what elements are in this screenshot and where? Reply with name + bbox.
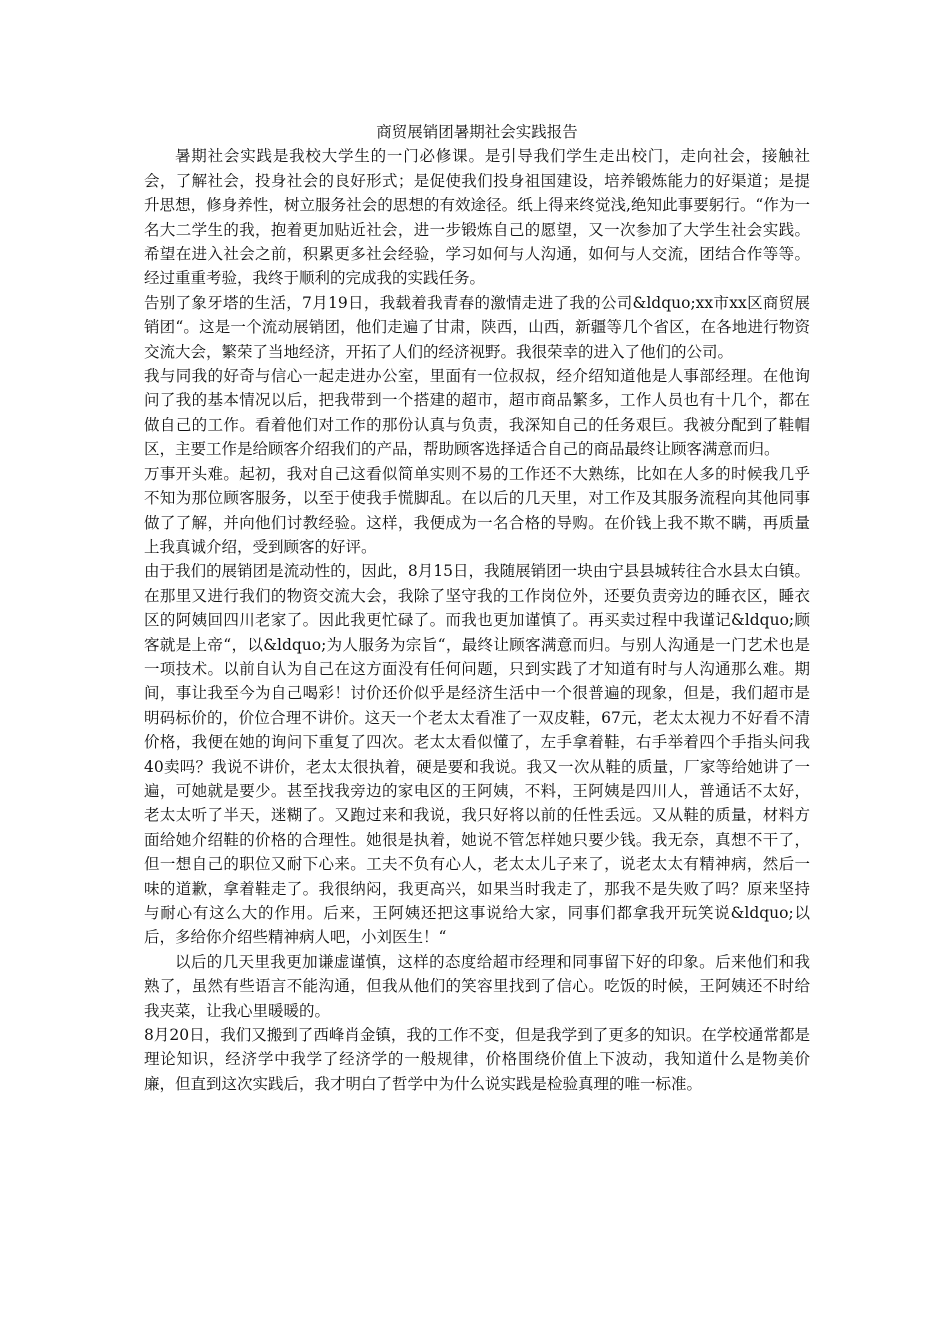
paragraph-beginning: 万事开头难。起初，我对自己这看似简单实则不易的工作还不大熟练，比如在人多的时候我几乎不知为那位顾客服务，以至于使我手慌脚乱。在以后的几天里，对工作及其服务流程向其他同事做了了解，并向他们讨教经验。这样，我便成为一名合格的导购。在价钱上我不欺不瞒，再质量上我真诚介绍，受到顾客的好评。: [144, 464, 810, 556]
document-title: 商贸展销团暑期社会实践报告: [376, 123, 578, 141]
paragraph-later-days: 以后的几天里我更加谦虚谨慎，这样的态度给超市经理和同事留下好的印象。后来他们和我熟了，虽然有些语言不能沟通，但我从他们的笑容里找到了信心。吃饭的时候，王阿姨还不时给我夹菜，让我心里暖暖的。: [144, 952, 810, 1020]
paragraph-company: 告别了象牙塔的生活，7月19日，我载着我青春的激情走进了我的公司&ldquo;xx市xx区商贸展销团“。这是一个流动展销团，他们走遍了甘肃，陕西，山西，新疆等几个省区，在各地进行物资交流大会，繁荣了当地经济，开拓了人们的经济视野。我很荣幸的进入了他们的公司。: [144, 293, 810, 361]
paragraph-office: 我与同我的好奇与信心一起走进办公室，里面有一位叔叔，经介绍知道他是人事部经理。在他询问了我的基本情况以后，把我带到一个搭建的超市，超市商品繁多，工作人员也有十几个，都在做自己的工作。看着他们对工作的那份认真与负责，我深知自己的任务艰巨。我被分配到了鞋帽区，主要工作是给顾客介绍我们的产品，帮助顾客选择适合自己的商品最终让顾客满意而归。: [144, 367, 810, 459]
paragraph-taibai: 由于我们的展销团是流动性的，因此，8月15日，我随展销团一块由宁县县城转往合水县太白镇。在那里又进行我们的物资交流大会，我除了坚守我的工作岗位外，还要负责旁边的睡衣区，睡衣区的阿姨回四川老家了。因此我更忙碌了。而我也更加谨慎了。再买卖过程中我谨记&ldquo;顾客就是上帝“，以&ldquo;为人服务为宗旨“，最终让顾客满意而归。与别人沟通是一门艺术也是一项技术。以前自认为自己在这方面没有任何问题，只到实践了才知道有时与人沟通那么难。期间，事让我至今为自己喝彩！讨价还价似乎是经济生活中一个很普遍的现象，但是，我们超市是明码标价的，价位合理不讲价。这天一个老太太看准了一双皮鞋，67元，老太太视力不好看不清价格，我便在她的询问下重复了四次。老太太看似懂了，左手拿着鞋，右手举着四个手指头问我40卖吗？我说不讲价，老太太很执着，硬是要和我说。我又一次从鞋的质量，厂家等给她讲了一遍，可她就是要少。甚至找我旁边的家电区的王阿姨，不料，王阿姨是四川人，普通话不太好，老太太听了半天，迷糊了。又跑过来和我说，我只好将以前的任性丢远。又从鞋的质量，材料方面给她介绍鞋的价格的合理性。她很是执着，她说不管怎样她只要少钱。我无奈，真想不干了，但一想自己的职位又耐下心来。工夫不负有心人，老太太儿子来了，说老太太有精神病，然后一味的道歉，拿着鞋走了。我很纳闷，我更高兴，如果当时我走了，那我不是失败了吗？原来坚持与耐心有这么大的作用。后来，王阿姨还把这事说给大家，同事们都拿我开玩笑说&ldquo;以后，多给你介绍些精神病人吧，小刘医生！“: [144, 562, 810, 947]
document-page: [144, 120, 810, 1096]
paragraph-xiaojin: 8月20日，我们又搬到了西峰肖金镇，我的工作不变，但是我学到了更多的知识。在学校通常都是理论知识，经济学中我学了经济学的一般规律，价格围绕价值上下波动，我知道什么是物美价廉，但直到这次实践后，我才明白了哲学中为什么说实践是检验真理的唯一标准。: [144, 1026, 810, 1093]
paragraph-intro: 暑期社会实践是我校大学生的一门必修课。是引导我们学生走出校门，走向社会，接触社会，了解社会，投身社会的良好形式；是促使我们投身祖国建设，培养锻炼能力的好渠道；是提升思想，修身养性，树立服务社会的思想的有效途径。纸上得来终觉浅,绝知此事要躬行。“作为一名大二学生的我，抱着更加贴近社会，进一步锻炼自己的愿望，又一次参加了大学生社会实践。希望在进入社会之前，积累更多社会经验，学习如何与人沟通，如何与人交流，团结合作等等。经过重重考验，我终于顺利的完成我的实践任务。: [144, 147, 810, 288]
